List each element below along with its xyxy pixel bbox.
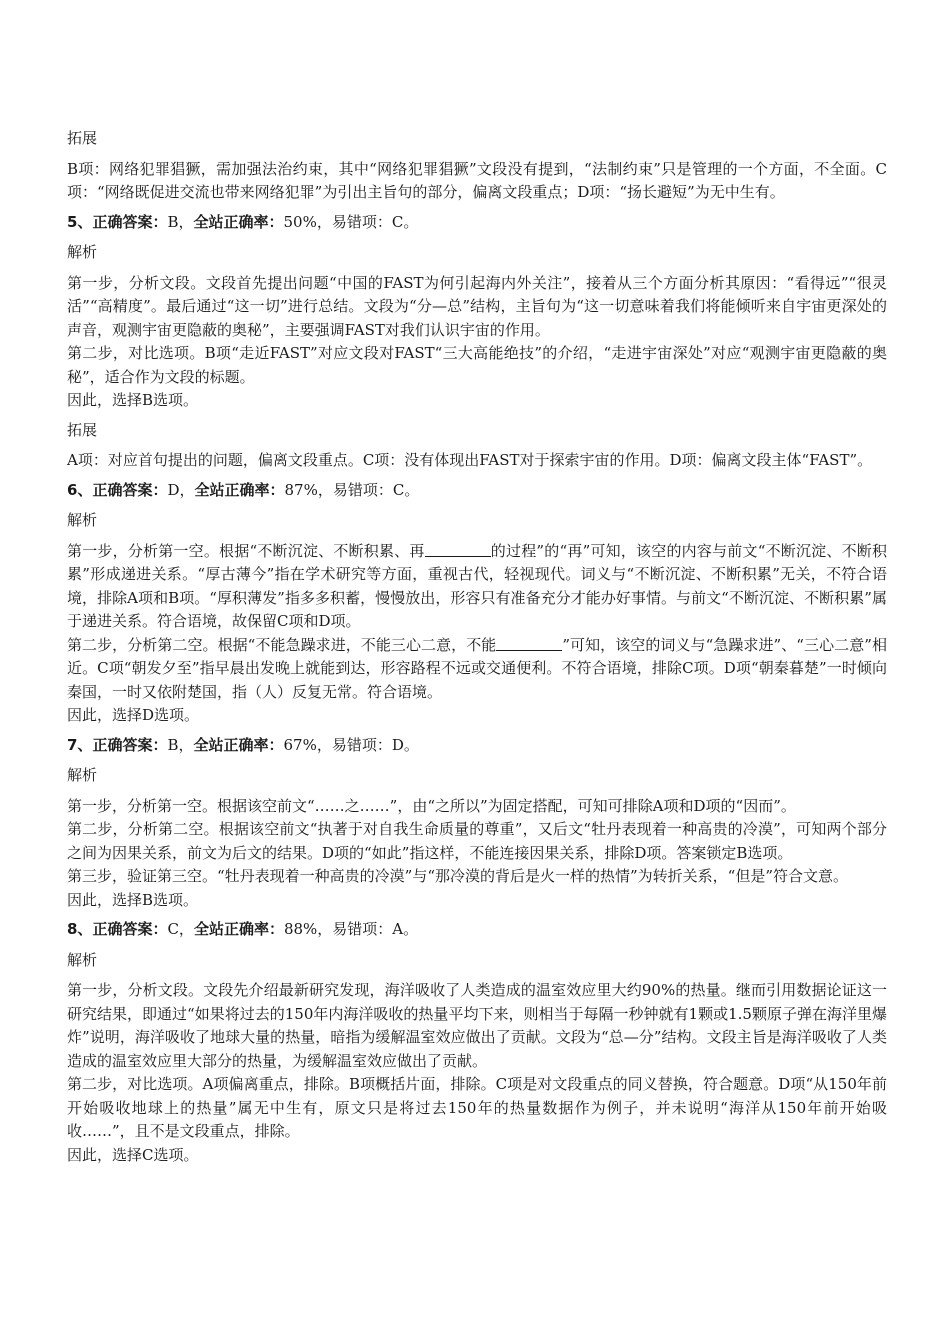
q5-analysis-step2: 第二步，对比选项。B项“走近FAST”对应文段对FAST“三大高能绝技”的介绍，“走进宇宙深处”对应“观测宇宙更隐蔽的奥秘”，适合作为文段的标题。 xyxy=(67,344,887,386)
q5-correct-label: 正确答案： xyxy=(92,212,168,231)
q8-analysis-step1: 第一步，分析文段。文段先介绍最新研究发现，海洋吸收了人类造成的温室效应里大约90%的热量。继而引用数据论证这一研究结果，即通过“如果将过去的150年内海洋吸收的热量平均下来，则相当于每隔一秒钟就有1颗或1.5颗原子弹在海洋里爆炸”说明，海洋吸收了地球大量的热量，暗指为缓解温室效应做出了贡献。文段为“总—分”结构。文段主旨是海洋吸收了人类造成的温室效应里大部分的热量，为缓解温室效应做出了贡献。 xyxy=(67,981,887,1070)
q8-analysis-step2: 第二步，对比选项。A项偏离重点，排除。B项概括片面，排除。C项是对文段重点的同义替换，符合题意。D项“从150年前开始吸收地球上的热量”属无中生有，原文只是将过去150年的热量数据作为例子，并未说明“海洋从150年前开始吸收……”，且不是文段重点，排除。 xyxy=(67,1075,887,1140)
q7-analysis-step2: 第二步，分析第二空。根据该空前文“执著于对自我生命质量的尊重”，又后文“牡丹表现着一种高贵的冷漠”，可知两个部分之间为因果关系，前文为后文的结果。D项的“如此”指这样，不能连接因果关系，排除D项。答案锁定B选项。 xyxy=(67,820,887,862)
q8-answer-line xyxy=(67,918,887,942)
q6-analysis-conclusion: 因此，选择D选项。 xyxy=(67,706,200,724)
q5-rate-label: 全站正确率： xyxy=(193,212,284,231)
q6-analysis-label: 解析 xyxy=(67,511,98,529)
q8-analysis-conclusion: 因此，选择C选项。 xyxy=(67,1145,199,1164)
q7-analysis-step3: 第三步，验证第三空。“牡丹表现着一种高贵的冷漠”与“那冷漠的背后是火一样的热情”为转折关系，“但是”符合文意。 xyxy=(67,867,849,885)
q5-answer: B， xyxy=(167,212,194,231)
q6-step2-text-a: 第二步，分析第二空。根据“不能急躁求进，不能三心二意，不能 xyxy=(67,635,497,654)
q8-correct-label: 正确答案： xyxy=(92,920,168,938)
q8-number: 8、 xyxy=(67,920,93,938)
q6-step1-text-b: 的过程”的“再”可知，该空的内容与前文“不断沉淀、不断积累”形成递进关系。“厚古薄今”指在学术研究等方面，重视古代，轻视现代。词义与“不断沉淀、不断积累”无关，不符合语境，排除A项和B项。“厚积薄发”指多多积蓄，慢慢放出，形容只有准备充分才能办好事情。与前文“不断沉淀、不断积累”属于递进关系。符合语境，故保留C项和D项。 xyxy=(67,541,887,630)
q7-analysis-label: 解析 xyxy=(67,766,98,784)
q6-step1-text-a: 第一步，分析第一空。根据“不断沉淀、不断积累、再 xyxy=(67,541,425,560)
fill-blank xyxy=(425,542,491,557)
q8-rate: 88%，易错项：A。 xyxy=(283,920,419,938)
q6-rate-label: 全站正确率： xyxy=(194,480,285,499)
q5-extend-label: 拓展 xyxy=(67,420,98,439)
q6-step2-text-b: ”可知，该空的词义与“急躁求进”、“三心二意”相近。C项“朝发夕至”指早晨出发晚上就能到达，形容路程不远或交通便利。不符合语境，排除C项。D项“朝秦暮楚”一时倾向秦国，一时又依附楚国，指（人）反复无常。符合语境。 xyxy=(67,635,887,701)
q7-answer-line xyxy=(67,734,887,758)
q5-rate: 50%，易错项：C。 xyxy=(283,212,419,231)
q7-rate: 67%，易错项：D。 xyxy=(283,735,419,754)
q6-analysis-step1 xyxy=(67,540,887,634)
extend-label: 拓展 xyxy=(67,129,98,147)
q5-analysis-label: 解析 xyxy=(67,243,98,261)
q8-answer: C， xyxy=(167,920,194,938)
q8-rate-label: 全站正确率： xyxy=(193,920,284,938)
q5-answer-line xyxy=(67,211,887,235)
q7-analysis-step1: 第一步，分析第一空。根据该空前文“……之……”，由“之所以”为固定搭配，可知可排除A项和D项的“因而”。 xyxy=(67,796,796,815)
q5-analysis-step1: 第一步，分析文段。文段首先提出问题“中国的FAST为何引起海内外关注”，接着从三个方面分析其原因：“看得远”“很灵活”“高精度”。最后通过“这一切”进行总结。文段为“分—总”结构，主旨句为“这一切意味着我们将能倾听来自宇宙更深处的声音，观测宇宙更隐蔽的奥秘”，主要强调FAST对我们认识宇宙的作用。 xyxy=(67,273,887,339)
q6-answer-line xyxy=(67,479,887,503)
q6-rate: 87%，易错项：C。 xyxy=(284,480,420,499)
q7-number: 7、 xyxy=(67,735,93,754)
q5-number: 5、 xyxy=(67,212,93,231)
q6-correct-label: 正确答案： xyxy=(92,480,168,499)
q5-extend-text: A项：对应首句提出的问题，偏离文段重点。C项：没有体现出FAST对于探索宇宙的作用。D项：偏离文段主体“FAST”。 xyxy=(67,451,873,469)
q7-analysis-conclusion: 因此，选择B选项。 xyxy=(67,890,199,909)
q6-number: 6、 xyxy=(67,480,93,499)
q7-answer: B， xyxy=(167,735,194,754)
q6-answer: D， xyxy=(167,480,195,499)
extend-paragraph: B项：网络犯罪猖獗，需加强法治约束，其中“网络犯罪猖獗”文段没有提到，“法制约束”只是管理的一个方面，不全面。C项：“网络既促进交流也带来网络犯罪”为引出主旨句的部分，偏离文段重点；D项：“扬长避短”为无中生有。 xyxy=(67,159,887,201)
fill-blank xyxy=(496,636,562,651)
q6-analysis-step2 xyxy=(67,634,887,705)
q7-correct-label: 正确答案： xyxy=(92,735,168,754)
document-page xyxy=(67,127,887,1167)
q7-rate-label: 全站正确率： xyxy=(193,735,284,754)
q8-analysis-label: 解析 xyxy=(67,950,98,969)
q5-analysis-conclusion: 因此，选择B选项。 xyxy=(67,391,199,409)
